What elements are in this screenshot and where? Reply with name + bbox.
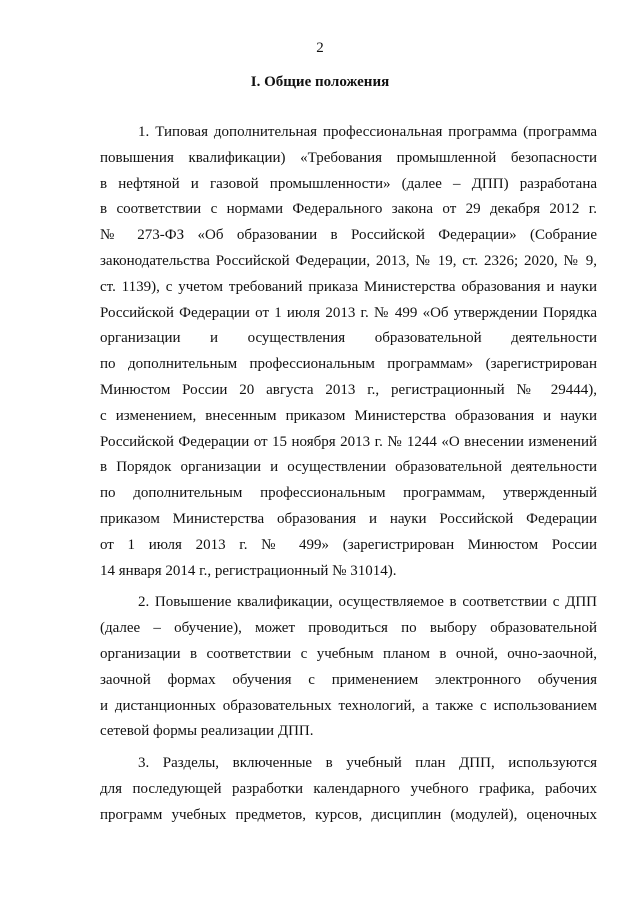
text-line: в Порядок организации и осуществлении образовательной деятельности: [100, 459, 597, 476]
text-line: организации и осуществления образовательной деятельности: [100, 330, 597, 347]
text-line: повышения квалификации) «Требования промышленной безопасности: [100, 149, 597, 166]
text-line: заочной формах обучения с применением электронного обучения: [100, 671, 597, 688]
text-line: Российской Федерации от 15 ноября 2013 г. № 1244 «О внесении изменений: [100, 433, 597, 450]
text-line: в нефтяной и газовой промышленности» (далее – ДПП) разработана: [100, 175, 597, 192]
text-line: приказом Министерства образования и науки Российской Федерации: [100, 510, 597, 527]
text-line: 3. Разделы, включенные в учебный план ДПП, используются: [138, 755, 597, 772]
text-line: по дополнительным профессиональным программам» (зарегистрирован: [100, 356, 597, 373]
text-line: (далее – обучение), может проводиться по выбору образовательной: [100, 620, 597, 637]
text-line: Российской Федерации от 1 июля 2013 г. № 499 «Об утверждении Порядка: [100, 304, 597, 321]
text-line: организации в соответствии с учебным планом в очной, очно-заочной,: [100, 645, 597, 662]
page-number: 2: [316, 40, 324, 56]
paragraph-3: [100, 751, 597, 828]
paragraph-2: [100, 590, 597, 745]
text-line: законодательства Российской Федерации, 2013, № 19, ст. 2326; 2020, № 9,: [100, 252, 597, 269]
text-line: по дополнительным профессиональным программам, утвержденный: [100, 485, 597, 502]
body-text: [100, 120, 597, 835]
text-line: для последующей разработки календарного учебного графика, рабочих: [100, 780, 597, 797]
text-line: 14 января 2014 г., регистрационный № 31014).: [100, 562, 397, 579]
section-heading: I. Общие положения: [250, 74, 390, 90]
text-line: ст. 1139), с учетом требований приказа Министерства образования и науки: [100, 278, 597, 295]
text-line: с изменением, внесенным приказом Министерства образования и науки: [100, 407, 597, 424]
text-line: от 1 июля 2013 г. № 499» (зарегистрирован Минюстом России: [100, 536, 597, 553]
text-line: программ учебных предметов, курсов, дисциплин (модулей), оценочных: [100, 806, 597, 823]
text-line: Минюстом России 20 августа 2013 г., регистрационный № 29444),: [100, 381, 597, 398]
text-line: 1. Типовая дополнительная профессиональная программа (программа: [138, 124, 597, 140]
paragraph-1: [100, 120, 597, 584]
text-line: № 273-ФЗ «Об образовании в Российской Федерации» (Собрание: [100, 227, 597, 244]
text-line: в соответствии с нормами Федерального закона от 29 декабря 2012 г.: [100, 201, 597, 218]
text-line: сетевой формы реализации ДПП.: [100, 723, 314, 740]
text-line: и дистанционных образовательных технологий, а также с использованием: [100, 697, 597, 714]
text-line: 2. Повышение квалификации, осуществляемое в соответствии с ДПП: [138, 594, 597, 611]
